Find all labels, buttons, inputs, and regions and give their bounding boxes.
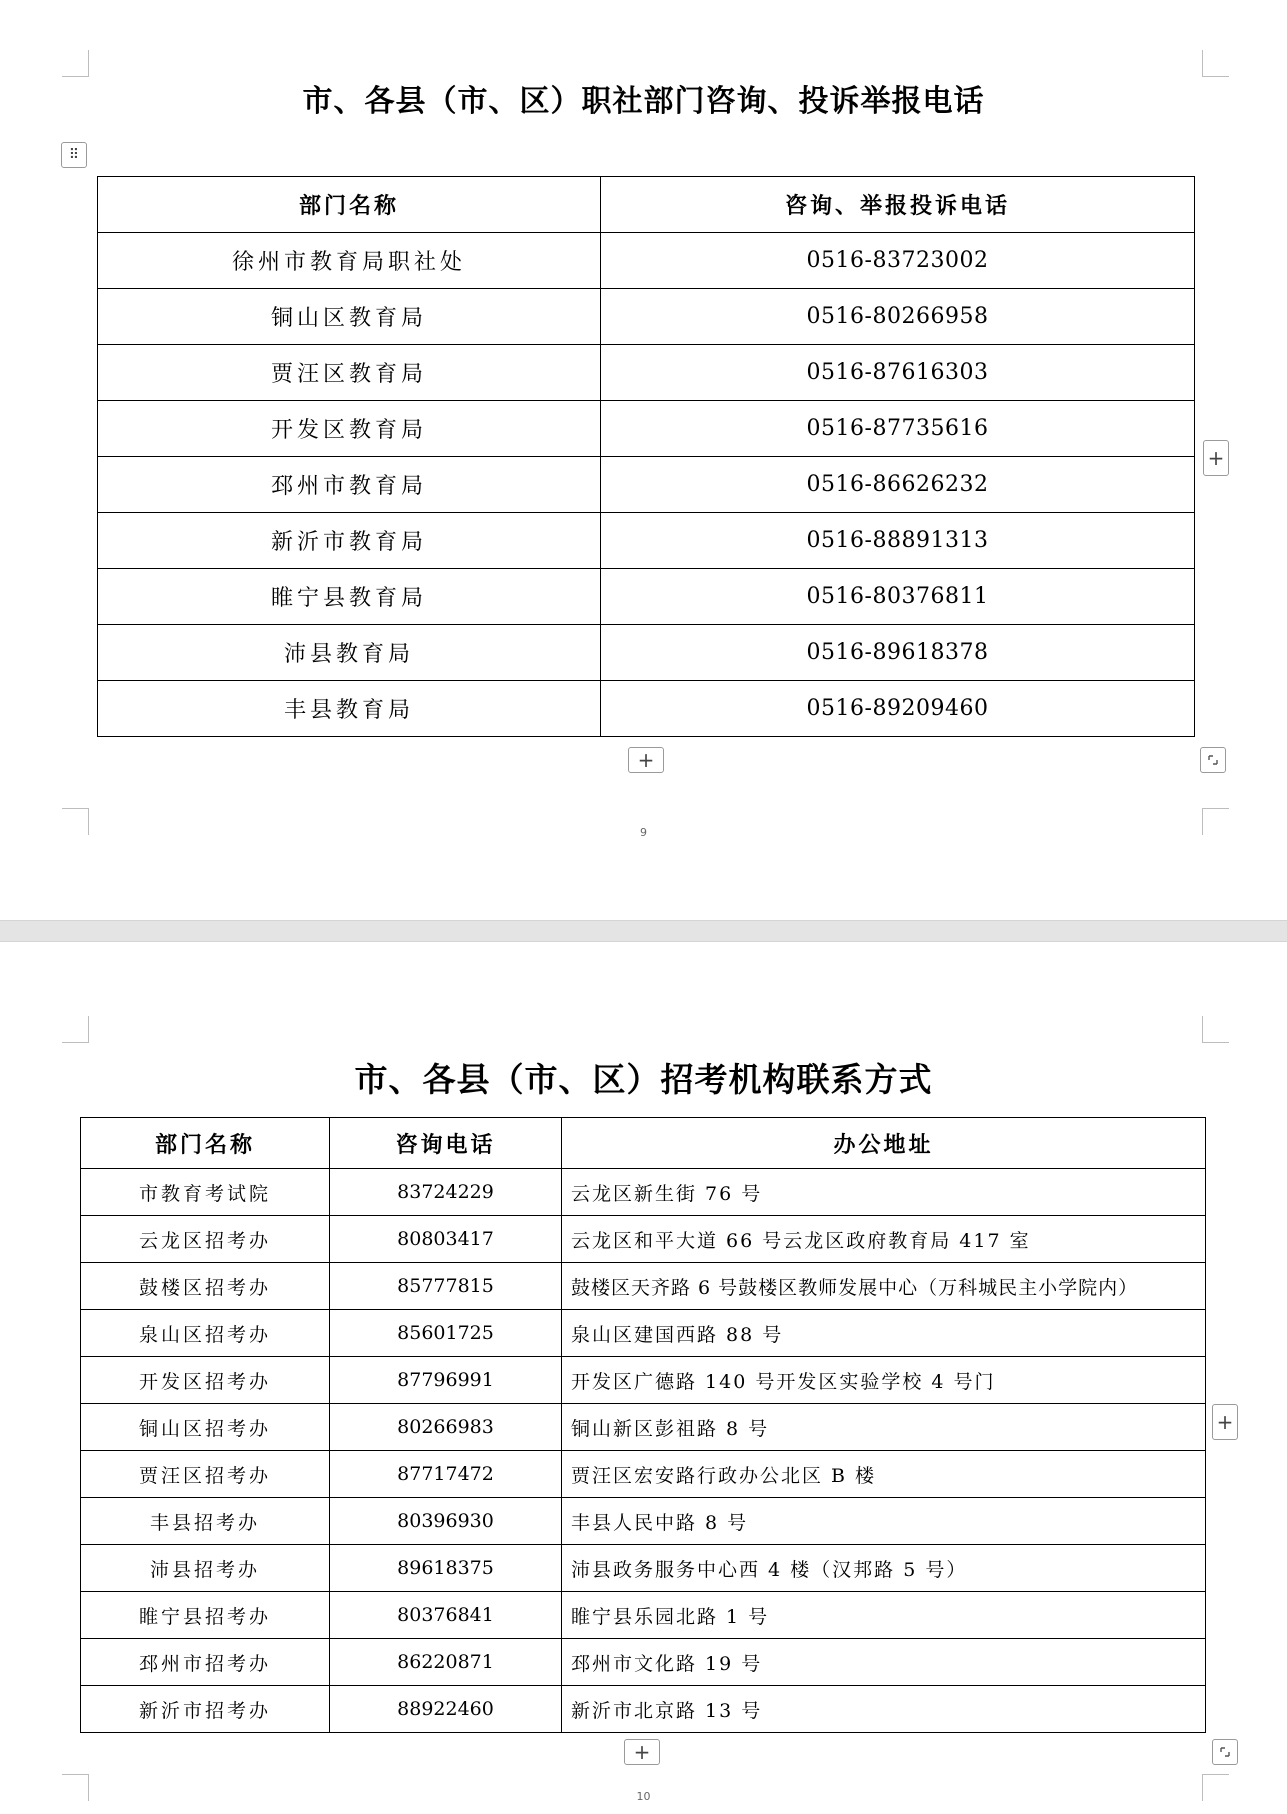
table-row [81,1686,1206,1733]
table-row [81,1216,1206,1263]
phone-cell: 87796991 [330,1357,562,1404]
table-row [98,457,1195,513]
contact-table [97,176,1195,737]
margin-corner-mark [62,50,89,77]
table-row [81,1592,1206,1639]
phone-cell: 80266983 [330,1404,562,1451]
address-cell: 泉山区建国西路 88 号 [562,1310,1206,1357]
page-separator [0,920,1287,942]
table-row [81,1169,1206,1216]
table-row [81,1451,1206,1498]
column-header: 咨询电话 [330,1118,562,1169]
phone-cell: 0516-89618378 [601,625,1195,681]
table-row [81,1545,1206,1592]
add-row-plus-icon[interactable]: + [624,1739,660,1765]
phone-cell: 89618375 [330,1545,562,1592]
table-row [98,681,1195,737]
margin-corner-mark [1202,50,1229,77]
dept-cell: 开发区教育局 [98,401,601,457]
address-cell: 贾汪区宏安路行政办公北区 B 楼 [562,1451,1206,1498]
address-cell: 睢宁县乐园北路 1 号 [562,1592,1206,1639]
dept-cell: 开发区招考办 [81,1357,330,1404]
table-row [98,401,1195,457]
page-number: 10 [636,1790,651,1803]
resize-corner-icon[interactable] [1212,1739,1238,1765]
phone-cell: 0516-80266958 [601,289,1195,345]
phone-cell: 0516-88891313 [601,513,1195,569]
page-title: 市、各县（市、区）招考机构联系方式 [354,1060,933,1099]
table-row [81,1639,1206,1686]
table-row [98,345,1195,401]
address-cell: 云龙区新生街 76 号 [562,1169,1206,1216]
table-row [98,569,1195,625]
dept-cell: 云龙区招考办 [81,1216,330,1263]
margin-corner-mark [1202,1016,1229,1043]
table-header-row [81,1118,1206,1169]
table-row [81,1263,1206,1310]
column-header: 办公地址 [562,1118,1206,1169]
add-row-plus-icon[interactable]: + [628,747,664,773]
phone-cell: 80396930 [330,1498,562,1545]
dept-cell: 沛县招考办 [81,1545,330,1592]
dept-cell: 贾汪区招考办 [81,1451,330,1498]
phone-cell: 0516-80376811 [601,569,1195,625]
dept-cell: 新沂市招考办 [81,1686,330,1733]
table-row [98,513,1195,569]
dept-cell: 邳州市招考办 [81,1639,330,1686]
phone-cell: 83724229 [330,1169,562,1216]
document-page-10 [0,942,1287,1814]
table-row [81,1357,1206,1404]
address-cell: 鼓楼区天齐路 6 号鼓楼区教师发展中心（万科城民主小学院内） [562,1263,1206,1310]
phone-cell: 0516-87735616 [601,401,1195,457]
phone-cell: 80376841 [330,1592,562,1639]
resize-corner-icon[interactable] [1200,747,1226,773]
exam-office-table [80,1117,1206,1733]
phone-cell: 0516-86626232 [601,457,1195,513]
phone-cell: 0516-87616303 [601,345,1195,401]
add-column-plus-icon[interactable]: + [1212,1404,1238,1440]
table-row [98,625,1195,681]
address-cell: 邳州市文化路 19 号 [562,1639,1206,1686]
phone-cell: 0516-83723002 [601,233,1195,289]
dept-cell: 铜山区教育局 [98,289,601,345]
phone-cell: 86220871 [330,1639,562,1686]
dept-cell: 徐州市教育局职社处 [98,233,601,289]
address-cell: 沛县政务服务中心西 4 楼（汉邦路 5 号） [562,1545,1206,1592]
drag-grid-icon[interactable]: ⠿ [61,142,87,168]
dept-cell: 睢宁县招考办 [81,1592,330,1639]
column-header: 咨询、举报投诉电话 [601,177,1195,233]
phone-cell: 85777815 [330,1263,562,1310]
table-row [81,1310,1206,1357]
page-title: 市、各县（市、区）职社部门咨询、投诉举报电话 [302,84,985,119]
page-number: 9 [640,826,647,839]
address-cell: 云龙区和平大道 66 号云龙区政府教育局 417 室 [562,1216,1206,1263]
phone-cell: 85601725 [330,1310,562,1357]
table-row [81,1498,1206,1545]
phone-cell: 87717472 [330,1451,562,1498]
address-cell: 铜山新区彭祖路 8 号 [562,1404,1206,1451]
dept-cell: 泉山区招考办 [81,1310,330,1357]
dept-cell: 丰县招考办 [81,1498,330,1545]
address-cell: 新沂市北京路 13 号 [562,1686,1206,1733]
table-row [98,233,1195,289]
table-header-row [98,177,1195,233]
address-cell: 丰县人民中路 8 号 [562,1498,1206,1545]
dept-cell: 贾汪区教育局 [98,345,601,401]
phone-cell: 80803417 [330,1216,562,1263]
dept-cell: 鼓楼区招考办 [81,1263,330,1310]
table-row [81,1404,1206,1451]
table-row [98,289,1195,345]
dept-cell: 沛县教育局 [98,625,601,681]
phone-cell: 0516-89209460 [601,681,1195,737]
column-header: 部门名称 [81,1118,330,1169]
address-cell: 开发区广德路 140 号开发区实验学校 4 号门 [562,1357,1206,1404]
phone-cell: 88922460 [330,1686,562,1733]
dept-cell: 市教育考试院 [81,1169,330,1216]
dept-cell: 丰县教育局 [98,681,601,737]
add-column-plus-icon[interactable]: + [1203,440,1229,476]
dept-cell: 新沂市教育局 [98,513,601,569]
column-header: 部门名称 [98,177,601,233]
dept-cell: 邳州市教育局 [98,457,601,513]
margin-corner-mark [62,1016,89,1043]
dept-cell: 铜山区招考办 [81,1404,330,1451]
dept-cell: 睢宁县教育局 [98,569,601,625]
